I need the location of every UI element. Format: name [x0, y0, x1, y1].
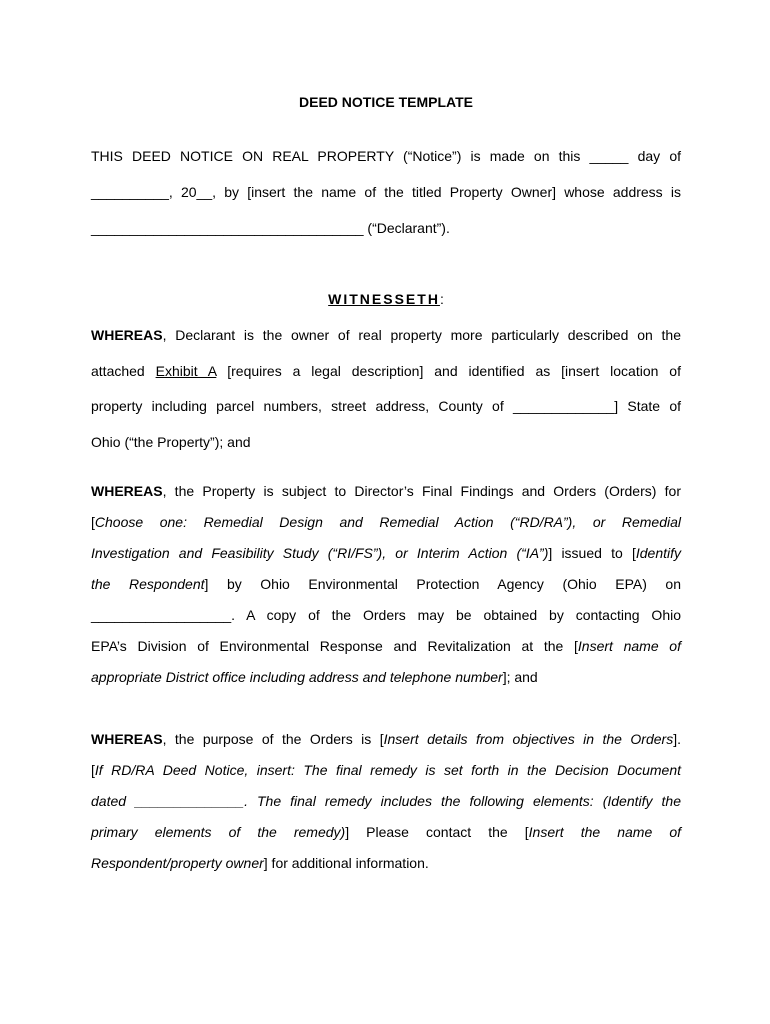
- para3-line-1: [91, 730, 681, 748]
- para1-line-4: Ohio (“the Property”); and: [91, 434, 251, 450]
- witnesseth-heading: [91, 290, 681, 308]
- para3-line-4: [91, 823, 681, 841]
- para3-line-4-italic-2: Insert the name of: [528, 824, 681, 840]
- para3-line-1-b: ].: [673, 731, 681, 747]
- intro-line-1: THIS DEED NOTICE ON REAL PROPERTY (“Notice”) is made on this _____ day of: [91, 148, 681, 164]
- para2-line-6: [91, 637, 681, 655]
- exhibit-a-reference: Exhibit A: [155, 363, 217, 379]
- para2-line-4-italic: the Respondent: [91, 576, 205, 592]
- para3-line-2-italic: If RD/RA Deed Notice, insert: The final remedy is set forth in the Decision Document: [94, 762, 681, 778]
- para1-line-3: property including parcel numbers, street address, County of _____________] State of: [91, 398, 681, 414]
- para3-line-3-italic: dated ______________. The final remedy includes the following elements: (Identify the: [91, 793, 681, 809]
- para1-line-1-text: , Declarant is the owner of real property more particularly described on the: [162, 327, 681, 343]
- para1-line-2: [91, 362, 681, 380]
- para2-line-1: [91, 482, 681, 500]
- para3-line-3: [91, 792, 681, 810]
- para2-line-4: [91, 575, 681, 593]
- para2-line-1-text: , the Property is subject to Director’s Final Findings and Orders (Orders) for: [162, 483, 681, 499]
- para1-line-1: [91, 326, 681, 344]
- witnesseth-colon: :: [439, 291, 444, 307]
- para2-line-6-a: EPA’s Division of Environmental Response and Revitalization at the [: [91, 638, 578, 654]
- para2-line-7: [91, 668, 681, 686]
- whereas-label: WHEREAS: [91, 483, 163, 499]
- para2-line-7-b: ]; and: [502, 669, 538, 685]
- para2-line-2: [91, 513, 681, 531]
- para2-line-3: [91, 544, 681, 562]
- para3-line-5: [91, 854, 681, 872]
- para1-line-2-b: [requires a legal description] and identified as [insert location of: [216, 363, 681, 379]
- para2-line-3-italic-2: Identify: [635, 545, 681, 561]
- para2-line-7-italic: appropriate District office including address and telephone number: [91, 669, 503, 685]
- para3-line-1-italic: Insert details from objectives in the Orders: [383, 731, 674, 747]
- para3-line-4-b: ] Please contact the [: [345, 824, 529, 840]
- witnesseth-text: WITNESSETH: [328, 291, 440, 307]
- intro-line-3: ___________________________________ (“Declarant”).: [91, 220, 450, 236]
- para2-line-3-italic: Investigation and Feasibility Study (“RI/FS”), or Interim Action (“IA”): [91, 545, 549, 561]
- para2-line-6-italic: Insert name of: [577, 638, 681, 654]
- para3-line-2: [91, 761, 681, 779]
- para2-line-2-a: [: [91, 514, 95, 530]
- whereas-label: WHEREAS: [91, 731, 163, 747]
- para3-line-5-italic: Respondent/property owner: [91, 855, 264, 871]
- para3-line-4-italic: primary elements of the remedy): [91, 824, 346, 840]
- document-title: DEED NOTICE TEMPLATE: [299, 94, 473, 110]
- para2-line-5: __________________. A copy of the Orders may be obtained by contacting Ohio: [91, 607, 681, 623]
- para1-line-2-a: attached: [91, 363, 156, 379]
- para3-line-5-b: ] for additional information.: [263, 855, 429, 871]
- para2-line-2-italic: Choose one: Remedial Design and Remedial Action (“RD/RA”), or Remedial: [94, 514, 681, 530]
- para3-line-2-a: [: [91, 762, 95, 778]
- para2-line-3-b: ] issued to [: [548, 545, 636, 561]
- intro-line-2: __________, 20__, by [insert the name of the titled Property Owner] whose address is: [91, 184, 681, 200]
- para3-line-1-a: , the purpose of the Orders is [: [162, 731, 384, 747]
- whereas-label: WHEREAS: [91, 327, 163, 343]
- para2-line-4-b: ] by Ohio Environmental Protection Agency (Ohio EPA) on: [204, 576, 681, 592]
